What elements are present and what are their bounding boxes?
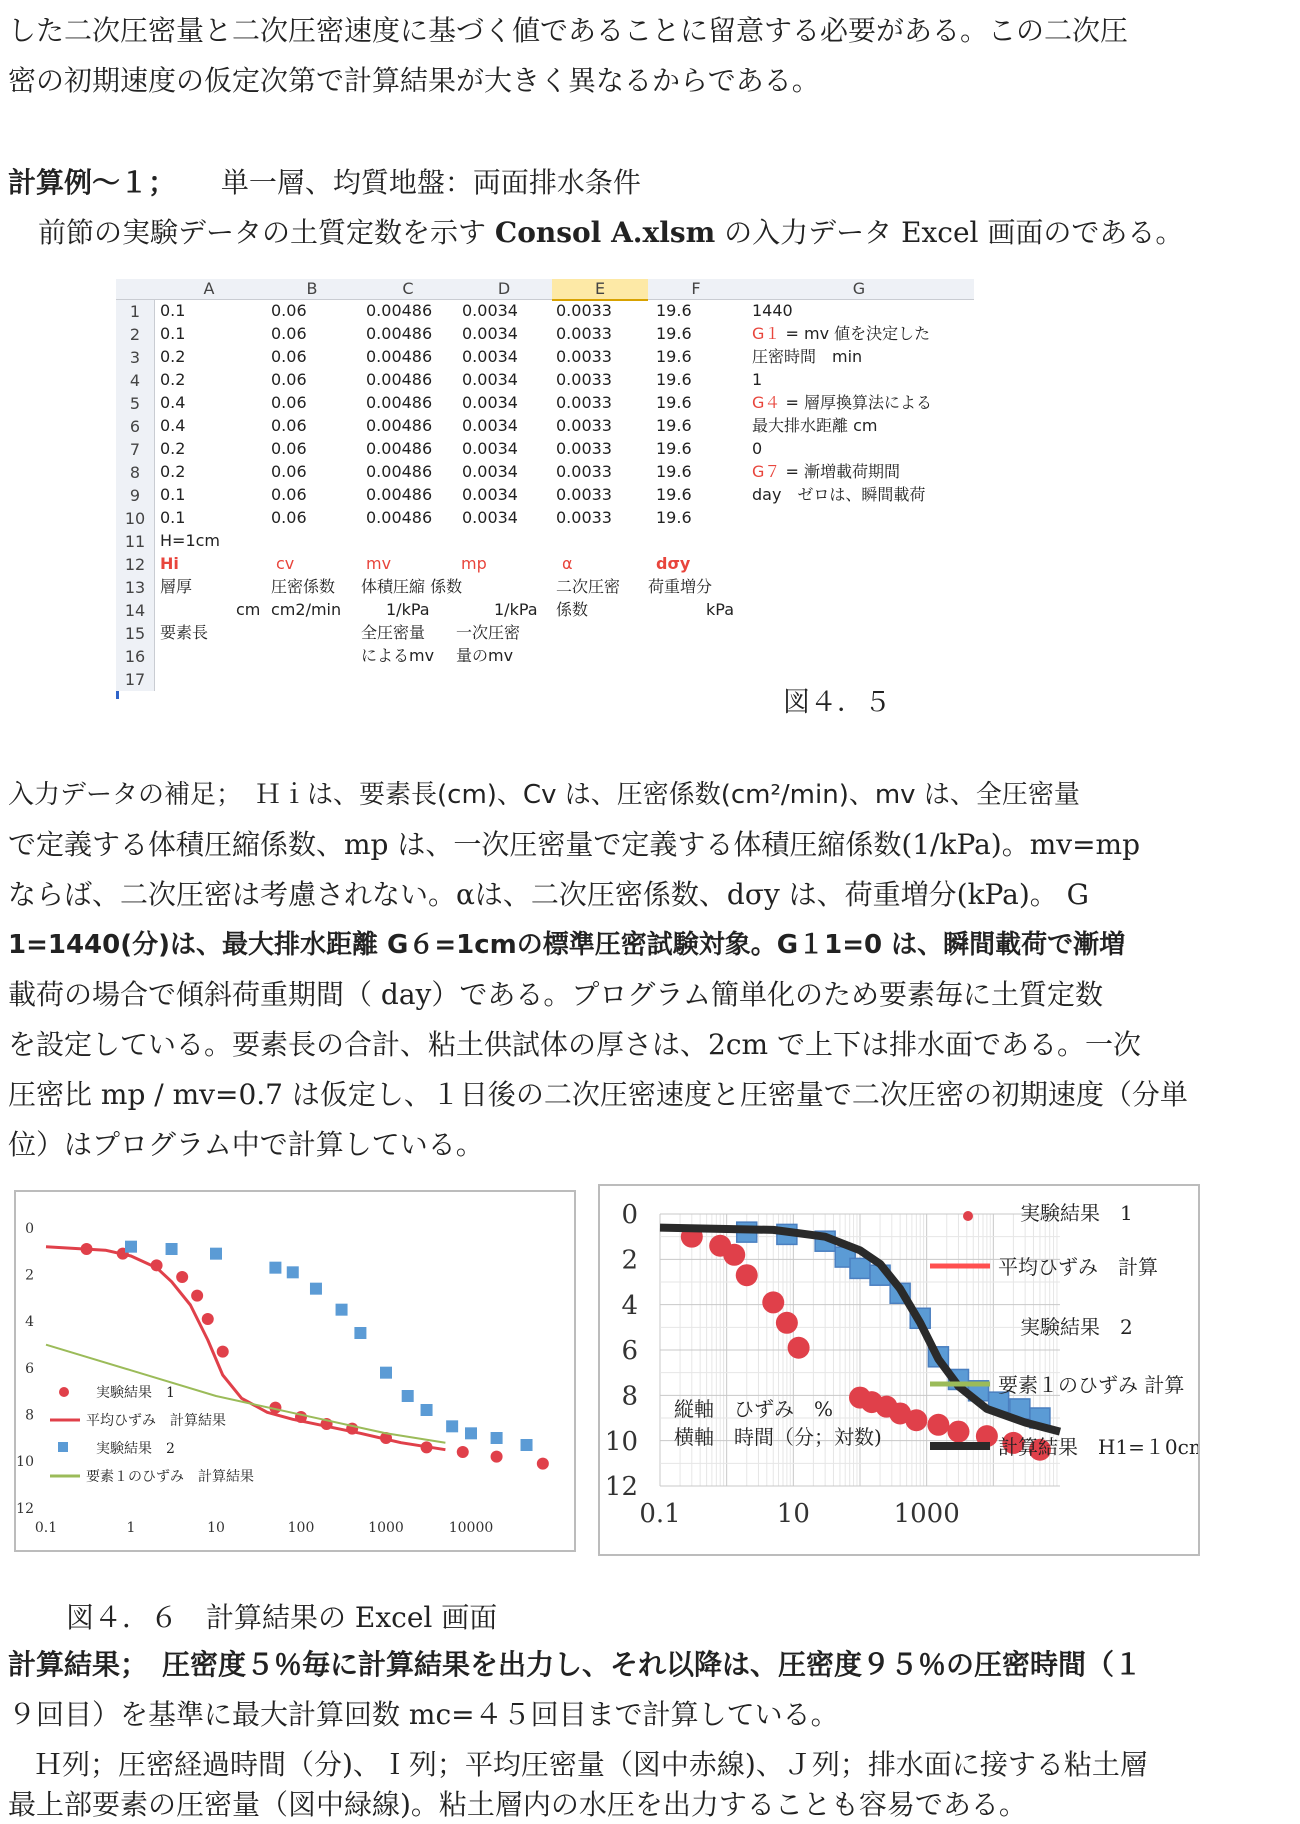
table-cell[interactable]: 0.0034 — [462, 439, 518, 458]
table-cell[interactable]: 0.06 — [271, 393, 307, 412]
table-cell[interactable]: 0.0034 — [462, 416, 518, 435]
y-tick-label: 10 — [604, 1426, 638, 1457]
g8-cell[interactable] — [752, 461, 900, 483]
table-cell[interactable]: 0.00486 — [366, 347, 433, 366]
row-header[interactable]: 6 — [116, 415, 155, 438]
c13-cell[interactable]: 体積圧縮 係数 — [361, 577, 463, 596]
g5-label: G４ — [752, 393, 781, 412]
row-header[interactable]: 13 — [116, 576, 155, 599]
results-line-3: Ｈ列；圧密経過時間（分)、Ｉ列；平均圧密量（図中赤線)、Ｊ列；排水面に接する粘土層 — [34, 1748, 1148, 1781]
example-sub-file: Consol A.xlsm — [494, 216, 716, 249]
table-cell[interactable]: 0.0034 — [462, 370, 518, 389]
e14-cell[interactable]: 係数 — [556, 600, 589, 619]
table-cell[interactable]: 0.06 — [271, 347, 307, 366]
g7-cell[interactable]: 0 — [752, 439, 763, 458]
data-point — [446, 1420, 458, 1432]
data-point — [191, 1290, 203, 1302]
x-tick-label: 10 — [207, 1520, 225, 1536]
data-point — [491, 1451, 503, 1463]
x-tick-label: 1000 — [893, 1499, 960, 1529]
data-point — [905, 1409, 927, 1431]
g8-text: = 漸増載荷期間 — [785, 462, 900, 481]
x-tick-label: 0.1 — [34, 1520, 58, 1536]
intro-line-1: した二次圧密量と二次圧密速度に基づく値であることに留意する必要がある。この二次圧 — [8, 14, 1129, 47]
a12-cell[interactable]: Hi — [160, 554, 179, 573]
legend-label: 平均ひずみ 計算結果 — [86, 1413, 226, 1429]
data-point — [736, 1264, 758, 1286]
intro-line-2: 密の初期速度の仮定次第で計算結果が大きく異なるからである。 — [8, 64, 820, 97]
table-cell[interactable]: 0.2 — [160, 462, 186, 481]
f14-cell[interactable]: kPa — [706, 600, 734, 619]
data-point — [287, 1266, 299, 1278]
table-cell[interactable]: 0.0033 — [556, 508, 612, 527]
chart-right — [600, 1186, 1198, 1554]
legend-label: 平均ひずみ 計算 — [998, 1255, 1158, 1279]
data-point — [217, 1346, 229, 1358]
data-point — [723, 1244, 745, 1266]
g2-label: G１ — [752, 324, 781, 343]
table-cell[interactable]: 0.06 — [271, 301, 307, 320]
data-point — [166, 1243, 178, 1255]
g2-cell[interactable] — [752, 323, 930, 345]
table-cell[interactable]: 0.0033 — [556, 370, 612, 389]
row-header[interactable]: 1 — [116, 300, 155, 323]
supplement-line-5: 載荷の場合で傾斜荷重期間（ day）である。プログラム簡単化のため要素毎に土質定数 — [8, 978, 1104, 1011]
c14-cell[interactable]: 1/kPa — [386, 600, 430, 619]
supplement-line-2: で定義する体積圧縮係数、mp は、一次圧密量で定義する体積圧縮係数(1/kPa)。mv=mp — [8, 828, 1141, 861]
table-cell[interactable]: 19.6 — [656, 485, 692, 504]
c15-cell[interactable]: 全圧密量 — [361, 623, 426, 642]
x-tick-label: 1000 — [368, 1520, 404, 1536]
col-header-b[interactable]: B — [264, 279, 360, 300]
chart-left — [16, 1192, 574, 1550]
table-cell[interactable]: 0.0034 — [462, 301, 518, 320]
g6-cell[interactable]: 最大排水距離 cm — [752, 416, 878, 435]
col-header-e[interactable]: E — [552, 279, 648, 301]
chart-right-frame — [598, 1184, 1200, 1556]
data-point — [537, 1458, 549, 1470]
x-tick-label: 0.1 — [639, 1499, 681, 1529]
legend-label: 実験結果 2 — [96, 1441, 175, 1457]
row-header[interactable]: 12 — [116, 553, 155, 576]
data-point — [310, 1283, 322, 1295]
supplement-line-3: ならば、二次圧密は考慮されない。αは、二次圧密係数、dσy は、荷重増分(kPa)。 G — [8, 878, 1090, 911]
data-point — [521, 1439, 533, 1451]
data-point — [465, 1427, 477, 1439]
example-heading-label: 計算例～１； — [8, 166, 177, 199]
g2-text: = mv 値を決定した — [785, 324, 931, 343]
table-cell[interactable]: 0.1 — [160, 485, 186, 504]
data-point — [125, 1241, 137, 1253]
table-cell[interactable]: 0.00486 — [366, 324, 433, 343]
b12-cell[interactable]: cv — [276, 554, 295, 573]
d12-cell[interactable]: mp — [461, 554, 487, 573]
table-cell[interactable]: 19.6 — [656, 393, 692, 412]
example-heading-rest: 単一層、均質地盤：両面排水条件 — [220, 166, 641, 199]
table-cell[interactable]: 0.0033 — [556, 347, 612, 366]
col-header-d[interactable]: D — [456, 279, 552, 300]
results-line-4: 最上部要素の圧密量（図中緑線)。粘土層内の水圧を出力することも容易である。 — [8, 1788, 1027, 1821]
figure-4-6-caption: 図４．６ 計算結果の Excel 画面 — [66, 1601, 498, 1634]
legend-label: 要素１のひずみ 計算 — [998, 1373, 1185, 1397]
d15-cell[interactable]: 一次圧密 — [456, 623, 521, 642]
legend-label: 実験結果 1 — [96, 1385, 175, 1401]
results-line-2: ９回目）を基準に最大計算回数 mc=４５回目まで計算している。 — [8, 1698, 839, 1731]
data-point — [776, 1312, 798, 1334]
g5-text: = 層厚換算法による — [785, 393, 932, 412]
example-heading — [8, 158, 1213, 208]
row-header[interactable]: 17 — [116, 668, 155, 691]
supplement-line-1: 入力データの補足； Ｈｉは、要素長(cm)、Cv は、圧密係数(cm²/min)、mv は、全圧密量 — [8, 780, 1080, 810]
table-cell[interactable]: 0.0034 — [462, 485, 518, 504]
table-cell[interactable]: 0.0033 — [556, 485, 612, 504]
legend-marker — [59, 1387, 69, 1397]
table-cell[interactable]: 19.6 — [656, 462, 692, 481]
table-cell[interactable]: 19.6 — [656, 301, 692, 320]
y-axis-note: 縦軸 ひずみ % — [674, 1397, 834, 1421]
data-point — [380, 1367, 392, 1379]
table-cell[interactable]: 0.00486 — [366, 416, 433, 435]
a13-cell[interactable]: 層厚 — [160, 577, 193, 596]
f12-cell[interactable]: dσy — [656, 554, 691, 573]
x-tick-label: 10 — [776, 1499, 810, 1529]
table-cell[interactable]: 0.0033 — [556, 416, 612, 435]
table-cell[interactable]: 0.06 — [271, 462, 307, 481]
row-header[interactable]: 7 — [116, 438, 155, 461]
data-point — [762, 1291, 784, 1313]
data-point — [202, 1313, 214, 1325]
legend-marker — [963, 1211, 973, 1221]
g9-cell[interactable]: day ゼロは、瞬間載荷 — [752, 485, 926, 504]
table-cell[interactable]: 0.06 — [271, 439, 307, 458]
x-tick-label: 1 — [126, 1520, 136, 1536]
f13-cell[interactable]: 荷重増分 — [648, 577, 713, 596]
table-cell[interactable]: 0.0034 — [462, 508, 518, 527]
data-point — [491, 1432, 503, 1444]
y-tick-label: 8 — [25, 1407, 34, 1424]
row-header[interactable]: 5 — [116, 392, 155, 415]
d14-cell[interactable]: 1/kPa — [494, 600, 538, 619]
table-cell[interactable]: 0.0034 — [462, 324, 518, 343]
table-cell[interactable]: 0.0033 — [556, 439, 612, 458]
table-cell[interactable]: 0.00486 — [366, 370, 433, 389]
table-cell[interactable]: 0.1 — [160, 324, 186, 343]
table-cell[interactable]: 0.1 — [160, 301, 186, 320]
a15-cell[interactable]: 要素長 — [160, 623, 209, 642]
data-point — [927, 1414, 949, 1436]
table-cell[interactable]: 0.06 — [271, 416, 307, 435]
data-point — [176, 1271, 188, 1283]
row-header[interactable]: 15 — [116, 622, 155, 645]
table-cell[interactable]: 0.00486 — [366, 393, 433, 412]
table-cell[interactable]: 19.6 — [656, 508, 692, 527]
data-point — [210, 1248, 222, 1260]
data-point — [402, 1390, 414, 1402]
supplement-line-6: を設定している。要素長の合計、粘土供試体の厚さは、2cm で上下は排水面である。一次 — [8, 1028, 1141, 1061]
table-cell[interactable]: 0.4 — [160, 393, 186, 412]
g3-cell[interactable]: 圧密時間 min — [752, 347, 863, 366]
table-cell[interactable]: 0.00486 — [366, 301, 433, 320]
table-cell[interactable]: 0.00486 — [366, 462, 433, 481]
y-tick-label: 8 — [621, 1381, 638, 1412]
data-point — [269, 1262, 281, 1274]
row-header[interactable]: 8 — [116, 461, 155, 484]
supplement-line-7: 圧密比 mp / mv=0.7 は仮定し、１日後の二次圧密速度と圧密量で二次圧密の初期速度（分単 — [8, 1078, 1188, 1111]
a11-cell[interactable]: H=1cm — [160, 531, 220, 550]
x-tick-label: 10000 — [448, 1520, 494, 1536]
y-tick-label: 6 — [621, 1336, 638, 1367]
c16-cell[interactable]: によるmv — [361, 646, 435, 665]
table-cell[interactable]: 0.06 — [271, 508, 307, 527]
table-cell[interactable]: 0.2 — [160, 347, 186, 366]
table-cell[interactable]: 19.6 — [656, 324, 692, 343]
e12-cell[interactable]: α — [562, 554, 573, 573]
table-cell[interactable]: 0.06 — [271, 485, 307, 504]
table-cell[interactable]: 0.0033 — [556, 462, 612, 481]
table-cell[interactable]: 0.0033 — [556, 324, 612, 343]
g8-label: G７ — [752, 462, 781, 481]
results-line-1 — [8, 1640, 1213, 1690]
d16-cell[interactable]: 量のmv — [456, 646, 514, 665]
x-axis-note: 横軸 時間（分；対数) — [674, 1425, 882, 1449]
chart-left-frame — [14, 1190, 576, 1552]
legend-marker — [58, 1442, 68, 1452]
b13-cell[interactable]: 圧密係数 — [271, 577, 336, 596]
table-cell[interactable]: 0.0034 — [462, 347, 518, 366]
y-tick-label: 0 — [621, 1200, 638, 1231]
col-header-f[interactable]: F — [648, 279, 744, 300]
y-tick-label: 12 — [604, 1472, 638, 1503]
table-cell[interactable]: 0.2 — [160, 370, 186, 389]
table-cell[interactable]: 19.6 — [656, 347, 692, 366]
supplement-line-8: 位）はプログラム中で計算している。 — [8, 1128, 484, 1161]
corner-cell — [116, 279, 154, 300]
data-point — [354, 1327, 366, 1339]
figure-4-5-caption: 図４．５ — [783, 687, 891, 718]
g4-cell[interactable]: 1 — [752, 370, 763, 389]
g1-cell[interactable]: 1440 — [752, 301, 793, 320]
data-point — [457, 1446, 469, 1458]
y-tick-label: 10 — [16, 1454, 34, 1471]
results-line-1-text: 計算結果； 圧密度５％毎に計算結果を出力し、それ以降は、圧密度９５％の圧密時間（１ — [8, 1648, 1143, 1681]
table-cell[interactable]: 0.00486 — [366, 439, 433, 458]
col-header-g[interactable]: G — [744, 279, 974, 300]
table-cell[interactable]: 0.0033 — [556, 301, 612, 320]
y-tick-label: 2 — [25, 1267, 34, 1284]
data-point — [850, 1258, 870, 1278]
legend-label: 実験結果 2 — [1020, 1315, 1133, 1339]
table-cell[interactable]: 0.0034 — [462, 462, 518, 481]
y-tick-label: 6 — [25, 1360, 34, 1377]
c12-cell[interactable]: mv — [366, 554, 392, 573]
legend-label: 要素１のひずみ 計算結果 — [86, 1469, 254, 1485]
row-header[interactable]: 4 — [116, 369, 155, 392]
table-cell[interactable]: 0.06 — [271, 324, 307, 343]
data-point — [421, 1404, 433, 1416]
row-header[interactable]: 10 — [116, 507, 155, 530]
b14-cell[interactable]: cm2/min — [271, 600, 342, 619]
table-cell[interactable]: 19.6 — [656, 416, 692, 435]
supplement-line-4: 1=1440(分)は、最大排水距離 G６=1cmの標準圧密試験対象。G１1=0 は、瞬間載荷で漸増 — [8, 930, 1126, 960]
row-header[interactable]: 3 — [116, 346, 155, 369]
a14-cell[interactable]: cm — [236, 600, 261, 619]
y-tick-label: 2 — [621, 1245, 638, 1276]
table-cell[interactable]: 0.00486 — [366, 508, 433, 527]
data-point — [336, 1304, 348, 1316]
table-cell[interactable]: 0.2 — [160, 439, 186, 458]
table-cell[interactable]: 19.6 — [656, 439, 692, 458]
example-sub-post: の入力データ Excel 画面のである。 — [724, 216, 1184, 249]
table-cell[interactable]: 0.0034 — [462, 393, 518, 412]
table-cell[interactable]: 0.4 — [160, 416, 186, 435]
g5-cell[interactable] — [752, 392, 932, 414]
legend-label: 実験結果 1 — [1020, 1201, 1133, 1225]
row-header[interactable]: 9 — [116, 484, 155, 507]
row-header[interactable]: 2 — [116, 323, 155, 346]
row-header[interactable]: 16 — [116, 645, 155, 668]
x-tick-label: 100 — [287, 1520, 315, 1536]
row-header[interactable]: 14 — [116, 599, 155, 622]
col-header-c[interactable]: C — [360, 279, 456, 300]
table-cell[interactable]: 19.6 — [656, 370, 692, 389]
data-point — [788, 1337, 810, 1359]
table-cell[interactable]: 0.06 — [271, 370, 307, 389]
table-cell[interactable]: 0.0033 — [556, 393, 612, 412]
e13-cell[interactable]: 二次圧密 — [556, 577, 621, 596]
row-header[interactable]: 11 — [116, 530, 155, 553]
y-tick-label: 4 — [25, 1314, 34, 1331]
example-subtitle — [38, 208, 1243, 258]
table-cell[interactable]: 0.00486 — [366, 485, 433, 504]
legend-label: 計算結果 H1=１0cm — [998, 1435, 1198, 1459]
y-tick-label: 4 — [621, 1290, 638, 1321]
excel-input-sheet — [116, 279, 996, 699]
y-tick-label: 0 — [25, 1220, 34, 1237]
table-cell[interactable]: 0.1 — [160, 508, 186, 527]
y-tick-label: 12 — [16, 1500, 34, 1517]
example-sub-pre: 前節の実験データの土質定数を示す — [38, 216, 487, 249]
data-point — [947, 1421, 969, 1443]
col-header-a[interactable]: A — [154, 279, 264, 300]
